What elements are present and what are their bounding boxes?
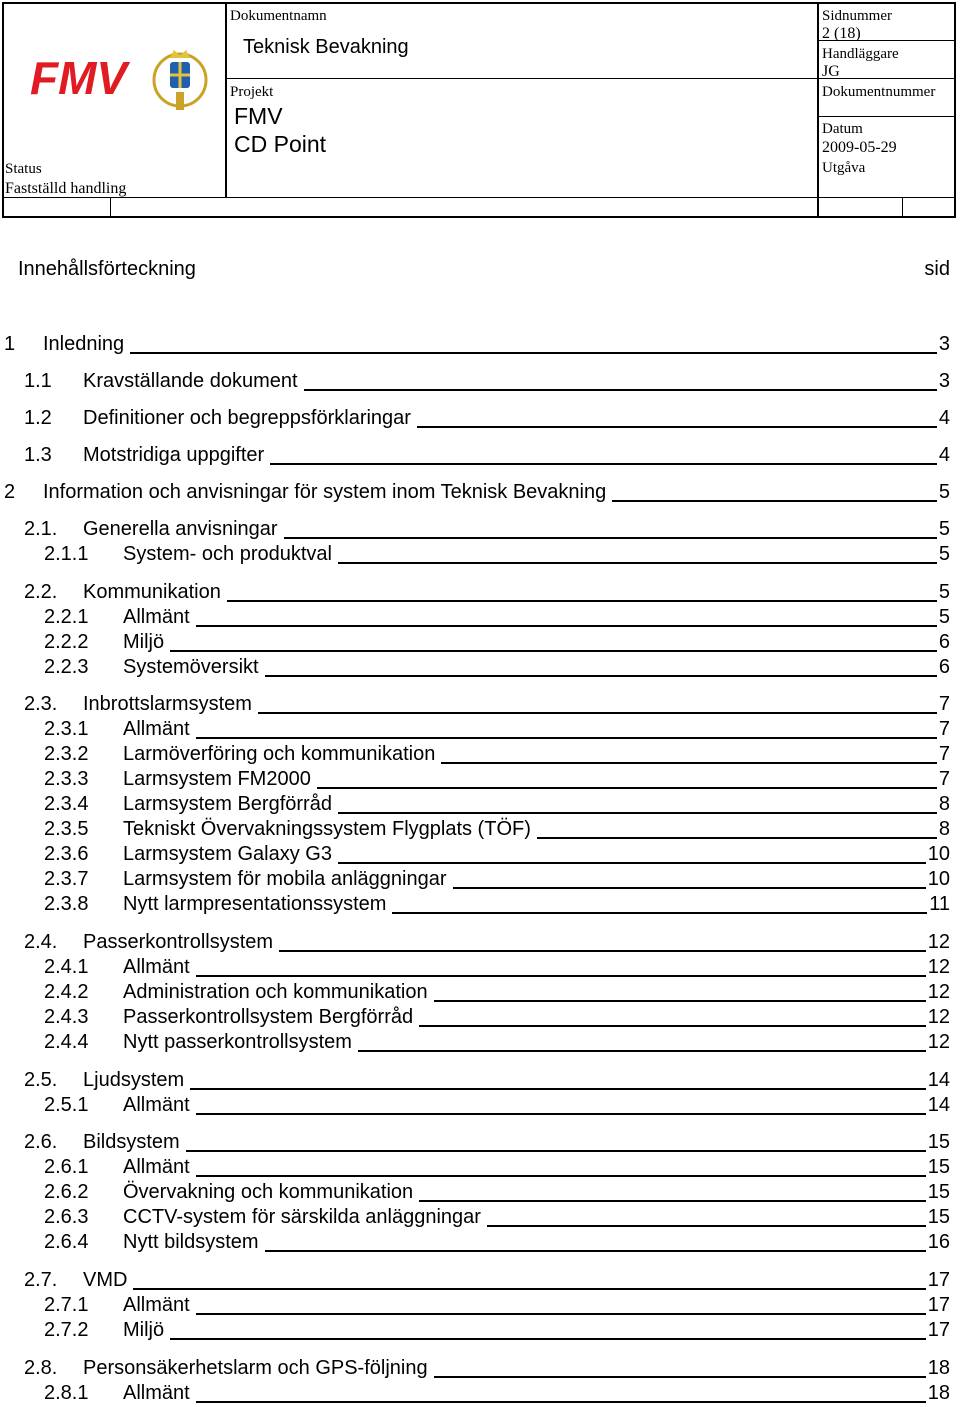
toc-entry-page: 4 <box>938 407 950 429</box>
header-strip-divider-1 <box>110 198 111 218</box>
toc-entry[interactable] <box>0 369 960 393</box>
toc-entry-number: 2.6.2 <box>44 1181 89 1203</box>
toc-entry-number: 2.6.4 <box>44 1231 89 1253</box>
toc-entry-title: Larmsystem Bergförråd <box>123 793 332 815</box>
crown-emblem-icon <box>154 50 206 110</box>
toc-entry[interactable] <box>0 1068 960 1092</box>
toc-entry-title: Definitioner och begreppsförklaringar <box>83 407 411 429</box>
toc-entry-page: 4 <box>938 444 950 466</box>
toc-entry-leader <box>196 1401 926 1403</box>
toc-entry-page: 15 <box>927 1181 950 1203</box>
toc-title: Innehållsförteckning <box>18 258 196 280</box>
toc-entry-number: 2.2.1 <box>44 606 89 628</box>
toc-entry[interactable] <box>0 1356 960 1380</box>
toc-entry-page: 5 <box>938 606 950 628</box>
toc-entry-leader <box>537 837 937 839</box>
toc-entry-number: 2.3.2 <box>44 743 89 765</box>
toc-entry[interactable] <box>0 717 960 741</box>
toc-entry-number: 2.4. <box>24 931 58 953</box>
toc-entry-leader <box>170 650 937 652</box>
toc-entry-title: Nytt bildsystem <box>123 1231 259 1253</box>
toc-entry-title: Passerkontrollsystem <box>83 931 274 953</box>
toc-entry-leader <box>612 500 937 502</box>
toc-entry-page: 11 <box>929 893 950 915</box>
toc-entry-page: 14 <box>927 1069 950 1091</box>
toc-entry[interactable] <box>0 1030 960 1054</box>
toc-entry-leader <box>227 600 937 602</box>
toc-entry[interactable] <box>0 1293 960 1317</box>
toc-entry-title: Tekniskt Övervakningssystem Flygplats (TÖF) <box>123 818 531 840</box>
toc-entry-page: 5 <box>938 581 950 603</box>
toc-entry[interactable] <box>0 842 960 866</box>
toc-entry[interactable] <box>0 767 960 791</box>
toc-entry-title: VMD <box>83 1269 128 1291</box>
toc-entry-number: 2.3. <box>24 693 58 715</box>
toc-entry-title: Kravställande dokument <box>83 370 298 392</box>
toc-entry-number: 2.5. <box>24 1069 58 1091</box>
toc-entry-page: 3 <box>938 333 950 355</box>
dokumentnummer-label: Dokumentnummer <box>822 84 936 100</box>
toc-entry-title: Larmsystem FM2000 <box>123 768 311 790</box>
toc-entry[interactable] <box>0 792 960 816</box>
toc-entry-title: Passerkontrollsystem Bergförråd <box>123 1006 414 1028</box>
toc-entry-leader <box>338 862 926 864</box>
header-border-left <box>2 2 4 218</box>
handlaggare-label: Handläggare <box>822 46 899 62</box>
sidnummer-value: 2 (18) <box>822 25 861 42</box>
toc-entry-page: 12 <box>927 956 950 978</box>
toc-entry-leader <box>358 1050 926 1052</box>
toc-entry-leader <box>434 1000 926 1002</box>
toc-entry-number: 1.3 <box>24 444 52 466</box>
toc-entry[interactable] <box>0 480 960 504</box>
toc-entry-title: Allmänt <box>123 1156 190 1178</box>
header-border-top <box>2 2 956 4</box>
toc-entry-page: 7 <box>938 743 950 765</box>
toc-entry-leader <box>453 887 926 889</box>
toc-entry-number: 2.6. <box>24 1131 58 1153</box>
toc-entry[interactable] <box>0 692 960 716</box>
status-value: Fastställd handling <box>5 180 127 197</box>
toc-entry-page: 7 <box>938 718 950 740</box>
header-row-divider-bottom <box>2 197 956 198</box>
toc-entry[interactable] <box>0 1230 960 1254</box>
toc-entry-page: 6 <box>938 631 950 653</box>
toc-entry[interactable] <box>0 1155 960 1179</box>
toc-entry-leader <box>417 426 937 428</box>
toc-entry-title: Personsäkerhetslarm och GPS-följning <box>83 1357 428 1379</box>
header-border-bottom <box>2 216 956 218</box>
header-border-right <box>954 2 956 218</box>
toc-entry[interactable] <box>0 443 960 467</box>
toc-entry-title: Larmsystem Galaxy G3 <box>123 843 332 865</box>
toc-entry-leader <box>258 712 937 714</box>
toc-entry-leader <box>392 912 927 914</box>
toc-entry-leader <box>130 352 937 354</box>
toc-entry-leader <box>304 389 937 391</box>
toc-entry[interactable] <box>0 332 960 356</box>
dokumentnamn-value: Teknisk Bevakning <box>243 36 409 58</box>
toc-entry-title: Allmänt <box>123 1294 190 1316</box>
handlaggare-value: JG <box>822 63 840 80</box>
projekt-value-1: FMV <box>234 103 283 129</box>
toc-entry[interactable] <box>0 630 960 654</box>
toc-entry[interactable] <box>0 1381 960 1405</box>
toc-entry-leader <box>196 1313 926 1315</box>
toc-entry-number: 2.3.7 <box>44 868 89 890</box>
toc-entry-leader <box>265 1250 926 1252</box>
toc-entry-number: 2.2.2 <box>44 631 89 653</box>
toc-entry-leader <box>196 1113 926 1115</box>
toc-entry-number: 2.5.1 <box>44 1094 89 1116</box>
toc-entry-number: 2.6.1 <box>44 1156 89 1178</box>
toc-entry-page: 3 <box>938 370 950 392</box>
toc-entry-page: 5 <box>938 518 950 540</box>
toc-entry[interactable] <box>0 892 960 916</box>
toc-entry-page: 12 <box>927 981 950 1003</box>
toc-entry-title: Generella anvisningar <box>83 518 278 540</box>
toc-entry-number: 1.2 <box>24 407 52 429</box>
toc-entry-number: 2.1. <box>24 518 58 540</box>
toc-entry-leader <box>441 762 937 764</box>
toc-entry-leader <box>487 1225 926 1227</box>
toc-entry[interactable] <box>0 655 960 679</box>
toc-entry[interactable] <box>0 930 960 954</box>
toc-entry[interactable] <box>0 1130 960 1154</box>
toc-entry-number: 2.4.4 <box>44 1031 89 1053</box>
document-header <box>2 2 956 218</box>
toc-page-column-label: sid <box>924 258 950 280</box>
toc-entry-title: Bildsystem <box>83 1131 180 1153</box>
toc-entry-title: Larmöverföring och kommunikation <box>123 743 436 765</box>
toc-entry-page: 17 <box>927 1319 950 1341</box>
toc-entry-page: 7 <box>938 693 950 715</box>
toc-entry-title: Nytt passerkontrollsystem <box>123 1031 352 1053</box>
toc-entry-page: 18 <box>927 1382 950 1404</box>
dokumentnamn-label: Dokumentnamn <box>230 8 327 24</box>
toc-entry-leader <box>338 812 937 814</box>
sidnummer-label: Sidnummer <box>822 8 892 24</box>
toc-entry-page: 18 <box>927 1357 950 1379</box>
projekt-label: Projekt <box>230 84 274 100</box>
toc-entry-page: 16 <box>927 1231 950 1253</box>
toc-entry-leader <box>434 1376 926 1378</box>
toc-entry-number: 1 <box>4 333 16 355</box>
toc-entry-number: 2.3.3 <box>44 768 89 790</box>
header-divider-2 <box>817 2 819 218</box>
toc-entry-number: 2 <box>4 481 16 503</box>
toc-entry-title: Kommunikation <box>83 581 221 603</box>
toc-entry-page: 15 <box>927 1131 950 1153</box>
toc-entry[interactable] <box>0 1093 960 1117</box>
toc-entry-page: 15 <box>927 1156 950 1178</box>
toc-entry-title: System- och produktval <box>123 543 332 565</box>
toc-entry-leader <box>270 463 937 465</box>
toc-entry-title: CCTV-system för särskilda anläggningar <box>123 1206 481 1228</box>
fmv-logo-graphic <box>30 40 210 120</box>
toc-entry-leader <box>317 787 937 789</box>
toc-entry-leader <box>196 1175 926 1177</box>
toc-entry[interactable] <box>0 955 960 979</box>
status-label: Status <box>5 161 42 177</box>
toc-entry-leader <box>196 737 937 739</box>
toc-entry-title: Allmänt <box>123 718 190 740</box>
toc-entry-number: 1.1 <box>24 370 52 392</box>
toc-entry-title: Inbrottslarmsystem <box>83 693 252 715</box>
toc-entry-leader <box>190 1088 926 1090</box>
toc-entry-leader <box>133 1288 926 1290</box>
toc-entry-page: 17 <box>927 1294 950 1316</box>
projekt-value-2: CD Point <box>234 131 327 157</box>
toc-entry-number: 2.3.8 <box>44 893 89 915</box>
toc-entry-title: Allmänt <box>123 1094 190 1116</box>
toc-entry-number: 2.3.1 <box>44 718 89 740</box>
toc-entry-leader <box>338 562 937 564</box>
toc-entry-title: Nytt larmpresentationssystem <box>123 893 387 915</box>
toc-entry-leader <box>265 675 937 677</box>
toc-entry-number: 2.1.1 <box>44 543 89 565</box>
toc-entry[interactable] <box>0 542 960 566</box>
toc-entry-leader <box>419 1025 926 1027</box>
toc-entry-page: 8 <box>938 818 950 840</box>
toc-entry-page: 12 <box>927 931 950 953</box>
toc-entry[interactable] <box>0 867 960 891</box>
datum-label: Datum <box>822 121 863 137</box>
toc-entry-page: 8 <box>938 793 950 815</box>
toc-entry-number: 2.8.1 <box>44 1382 89 1404</box>
toc-entry-leader <box>196 975 926 977</box>
toc-entry-title: Allmänt <box>123 956 190 978</box>
toc-entry-leader <box>196 625 937 627</box>
toc-entry-page: 5 <box>938 481 950 503</box>
toc-entry-title: Allmänt <box>123 606 190 628</box>
toc-entry-number: 2.3.6 <box>44 843 89 865</box>
toc-entry-number: 2.6.3 <box>44 1206 89 1228</box>
toc-entry[interactable] <box>0 980 960 1004</box>
toc-entry-leader <box>186 1150 926 1152</box>
toc-entry-number: 2.7.1 <box>44 1294 89 1316</box>
toc-entry-leader <box>284 537 937 539</box>
toc-entry-title: Systemöversikt <box>123 656 259 678</box>
toc-entry-title: Information och anvisningar för system inom Teknisk Bevakning <box>43 481 607 503</box>
toc-entry-page: 10 <box>927 868 950 890</box>
toc-entry-number: 2.3.5 <box>44 818 89 840</box>
fmv-logo-wordmark: FMV <box>30 52 128 104</box>
toc-entry-number: 2.2.3 <box>44 656 89 678</box>
toc-entry[interactable] <box>0 1205 960 1229</box>
toc-entry-number: 2.4.3 <box>44 1006 89 1028</box>
toc-entry-page: 17 <box>927 1269 950 1291</box>
toc-entry[interactable] <box>0 580 960 604</box>
toc-entry-leader <box>279 950 926 952</box>
toc-entry-title: Motstridiga uppgifter <box>83 444 265 466</box>
toc-entry[interactable] <box>0 1318 960 1342</box>
toc-entry-title: Övervakning och kommunikation <box>123 1181 414 1203</box>
toc-entry-title: Miljö <box>123 631 165 653</box>
toc-entry-page: 12 <box>927 1031 950 1053</box>
toc-entry-number: 2.4.2 <box>44 981 89 1003</box>
header-row-divider-middle <box>225 78 819 79</box>
toc-entry-title: Administration och kommunikation <box>123 981 428 1003</box>
header-divider-1 <box>225 2 227 198</box>
toc-entry-number: 2.4.1 <box>44 956 89 978</box>
toc-entry-title: Allmänt <box>123 1382 190 1404</box>
toc-entry-title: Inledning <box>43 333 125 355</box>
utgava-label: Utgåva <box>822 160 866 176</box>
datum-value: 2009-05-29 <box>822 139 897 156</box>
toc-entry[interactable] <box>0 517 960 541</box>
toc-entry-page: 5 <box>938 543 950 565</box>
toc-entry[interactable] <box>0 605 960 629</box>
toc-entry-title: Miljö <box>123 1319 165 1341</box>
toc-entry-number: 2.3.4 <box>44 793 89 815</box>
toc-entry-page: 10 <box>927 843 950 865</box>
toc-entry[interactable] <box>0 1005 960 1029</box>
toc-entry-page: 7 <box>938 768 950 790</box>
toc-entry-number: 2.7.2 <box>44 1319 89 1341</box>
toc-entry[interactable] <box>0 1180 960 1204</box>
toc-entry[interactable] <box>0 406 960 430</box>
toc-entry-number: 2.7. <box>24 1269 58 1291</box>
toc-entry[interactable] <box>0 817 960 841</box>
toc-entry-title: Larmsystem för mobila anläggningar <box>123 868 447 890</box>
header-strip-divider-2 <box>902 198 903 218</box>
toc-entry[interactable] <box>0 1268 960 1292</box>
toc-entry-leader <box>170 1338 926 1340</box>
toc-entry-title: Ljudsystem <box>83 1069 185 1091</box>
toc-entry-page: 14 <box>927 1094 950 1116</box>
fmv-logo <box>30 40 210 125</box>
header-row-divider-r3 <box>817 116 956 117</box>
toc-entry-leader <box>419 1200 926 1202</box>
toc-entry-page: 12 <box>927 1006 950 1028</box>
toc-entry-page: 15 <box>927 1206 950 1228</box>
toc-entry-page: 6 <box>938 656 950 678</box>
toc-entry-number: 2.2. <box>24 581 58 603</box>
toc-entry-number: 2.8. <box>24 1357 58 1379</box>
toc-entry[interactable] <box>0 742 960 766</box>
